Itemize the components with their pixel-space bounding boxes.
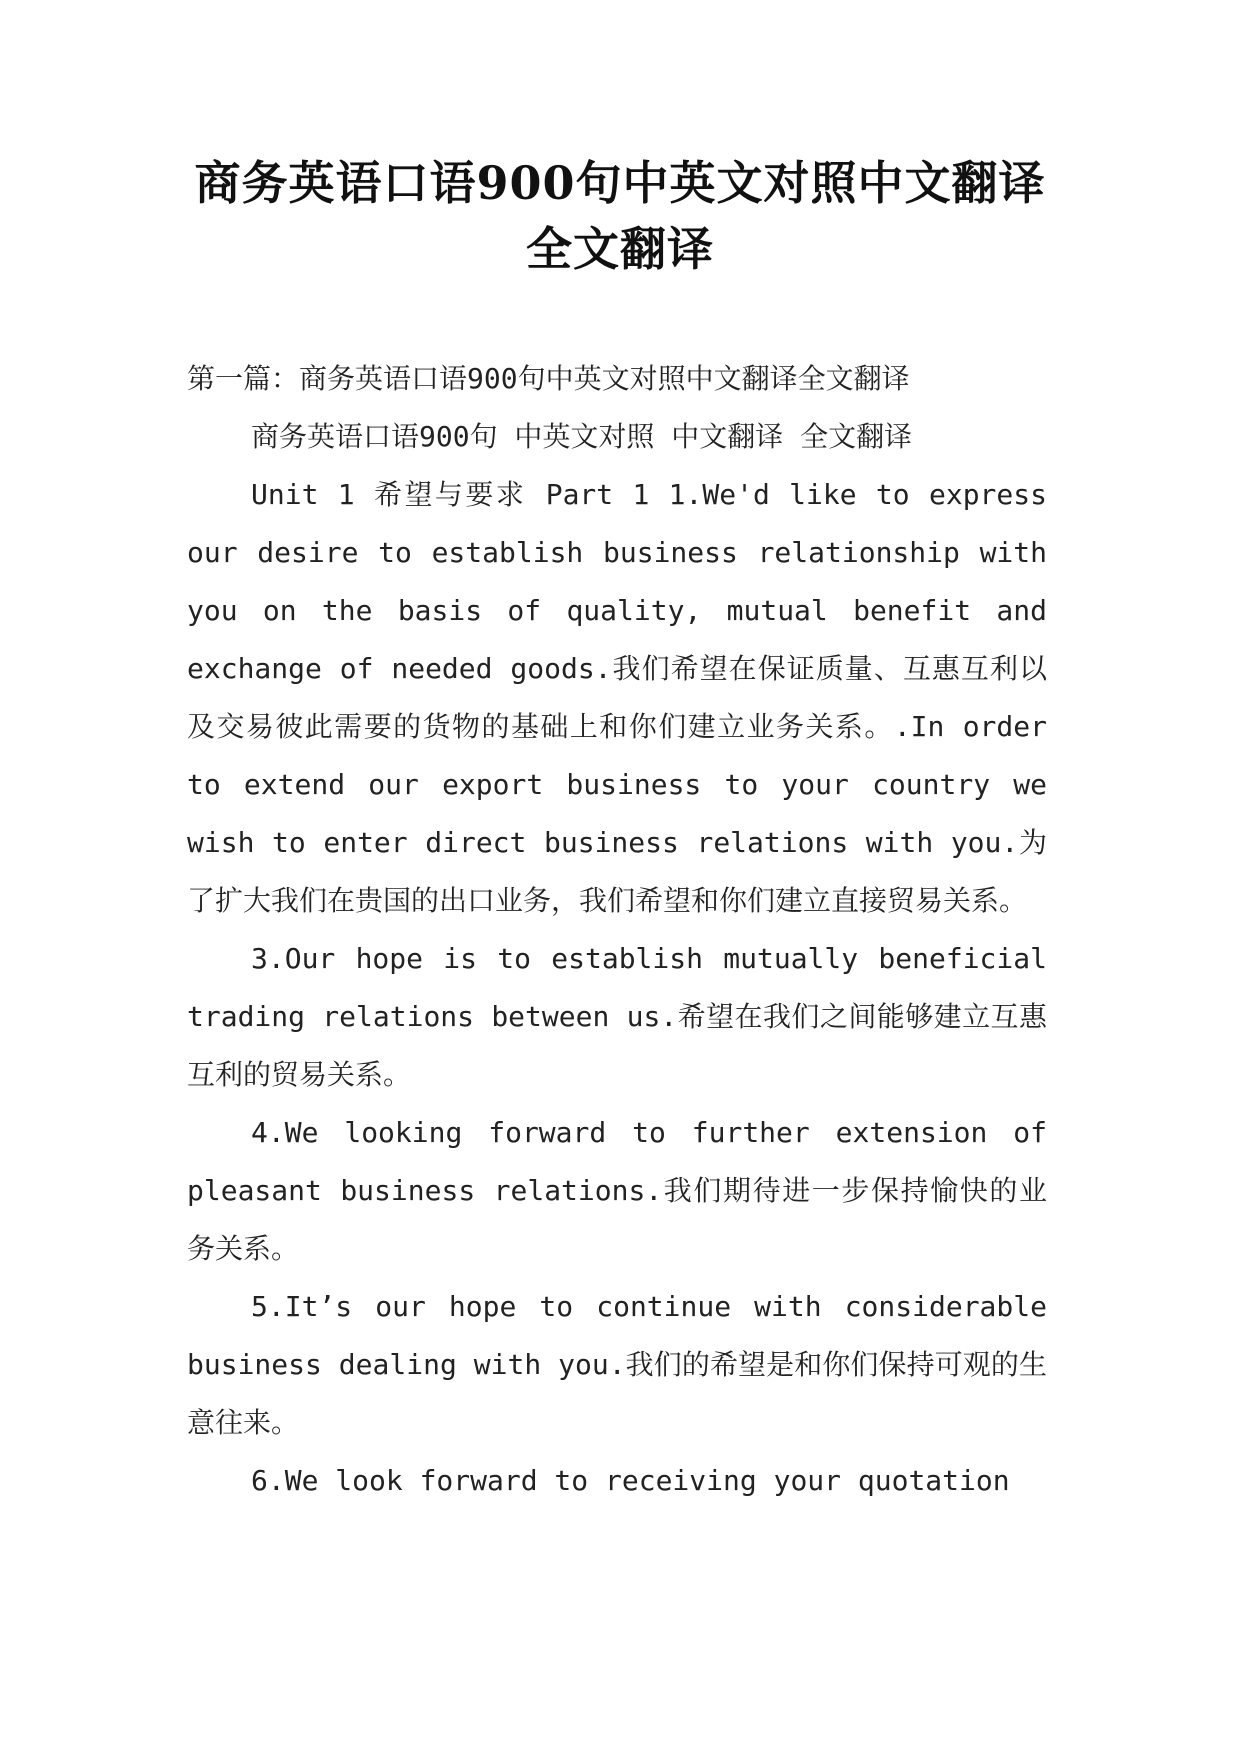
document-title: 商务英语口语900句中英文对照中文翻译全文翻译 [194,156,1046,276]
paragraph-subtitle: 商务英语口语900句 中英文对照 中文翻译 全文翻译 [251,420,913,453]
paragraph-unit-1: Unit 1 希望与要求 Part 1 1.We'd like to express our desire to establish business relationship with you on the basis of quality, mutual benefit and exchange of needed goods.我们希望在保证质量、互惠互利以及交易彼此需要的货物的基础上和你们建立业务关系。.In order to extend our export business to your country we wish to enter direct business relations with you.为了扩大我们在贵国的出口业务，我们希望和你们建立直接贸易关系。 [187,478,1047,917]
paragraph-heading: 第一篇：商务英语口语900句中英文对照中文翻译全文翻译 [187,362,910,395]
document-body [187,350,1047,1510]
paragraph-item-4: 4.We looking forward to further extension of pleasant business relations.我们期待进一步保持愉快的业务关系。 [187,1116,1047,1265]
paragraph-item-5: 5.It’s our hope to continue with considerable business dealing with you.我们的希望是和你们保持可观的生意往来。 [187,1290,1047,1439]
paragraph-item-6: 6.We look forward to receiving your quotation [251,1464,1010,1497]
paragraph-item-3: 3.Our hope is to establish mutually beneficial trading relations between us.希望在我们之间能够建立互惠互利的贸易关系。 [187,942,1047,1091]
